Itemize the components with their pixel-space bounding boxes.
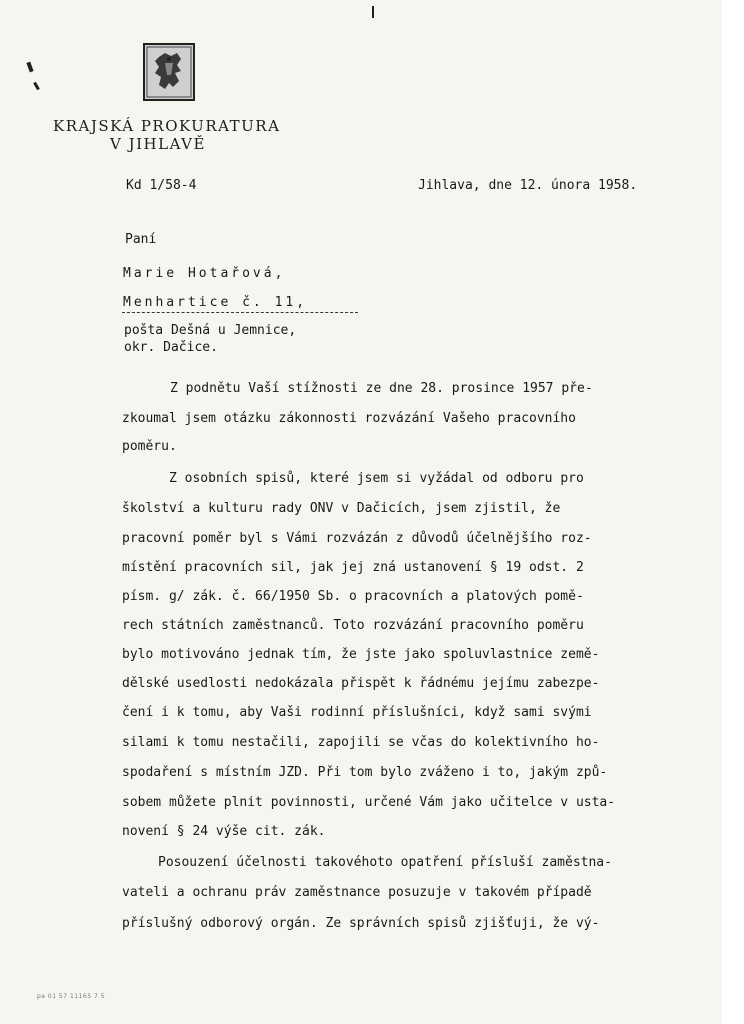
body-line: čení i k tomu, aby Vaši rodinní příslušníci, když sami svými [122, 705, 592, 720]
body-line: písm. g/ zák. č. 66/1950 Sb. o pracovních a platových pomě- [122, 589, 584, 604]
place-date: Jihlava, dne 12. února 1958. [418, 178, 638, 193]
recipient-name: Marie Hotařová, [123, 266, 286, 281]
recipient-post: pošta Dešná u Jemnice, [124, 323, 297, 338]
body-line: poměru. [122, 439, 177, 454]
body-line: příslušný odborový orgán. Ze správních spisů zjišťuji, že vý- [122, 916, 600, 931]
recipient-address: Menhartice č. 11, [123, 295, 308, 310]
print-code: pa 01 57 11165 7 5 [37, 993, 106, 1000]
reference-number: Kd 1/58-4 [126, 178, 197, 193]
address-underline [122, 312, 358, 313]
body-line: vateli a ochranu práv zaměstnance posuzuje v takovém případě [122, 885, 592, 900]
scan-mark [33, 82, 40, 90]
body-line: místění pracovních sil, jak jej zná ustanovení § 19 odst. 2 [122, 560, 584, 575]
office-name: KRAJSKÁ PROKURATURA [53, 117, 281, 135]
body-line: zkoumal jsem otázku zákonnosti rozvázání Vašeho pracovního [122, 411, 576, 426]
recipient-district: okr. Dačice. [124, 340, 218, 355]
body-line: dělské usedlosti nedokázala přispět k řádnému jejímu zabezpe- [122, 676, 600, 691]
body-line: silami k tomu nestačili, zapojili se včas do kolektivního ho- [122, 735, 600, 750]
office-city: V JIHLAVĚ [110, 135, 206, 153]
body-line: bylo motivováno jednak tím, že jste jako spoluvlastnice země- [122, 647, 600, 662]
body-line: spodaření s místním JZD. Při tom bylo zváženo i to, jakým způ- [122, 765, 608, 780]
body-line: sobem můžete plnit povinnosti, určené Vám jako učitelce v usta- [122, 795, 616, 810]
salutation: Paní [125, 232, 157, 247]
scan-mark [26, 62, 33, 73]
body-line: pracovní poměr byl s Vámi rozvázán z důvodů účelnějšího roz- [122, 531, 592, 546]
body-line: Z osobních spisů, které jsem si vyžádal od odboru pro [169, 471, 584, 486]
state-emblem-icon [143, 43, 195, 101]
body-line: novení § 24 výše cit. zák. [122, 824, 326, 839]
body-line: Z podnětu Vaší stížnosti ze dne 28. prosince 1957 pře- [170, 381, 593, 396]
scan-edge [722, 0, 744, 1024]
body-line: Posouzení účelnosti takovéhoto opatření přísluší zaměstna- [158, 855, 612, 870]
body-line: rech státních zaměstnanců. Toto rozvázání pracovního poměru [122, 618, 584, 633]
scan-mark [372, 6, 374, 18]
body-line: školství a kulturu rady ONV v Dačicích, jsem zjistil, že [122, 501, 561, 516]
